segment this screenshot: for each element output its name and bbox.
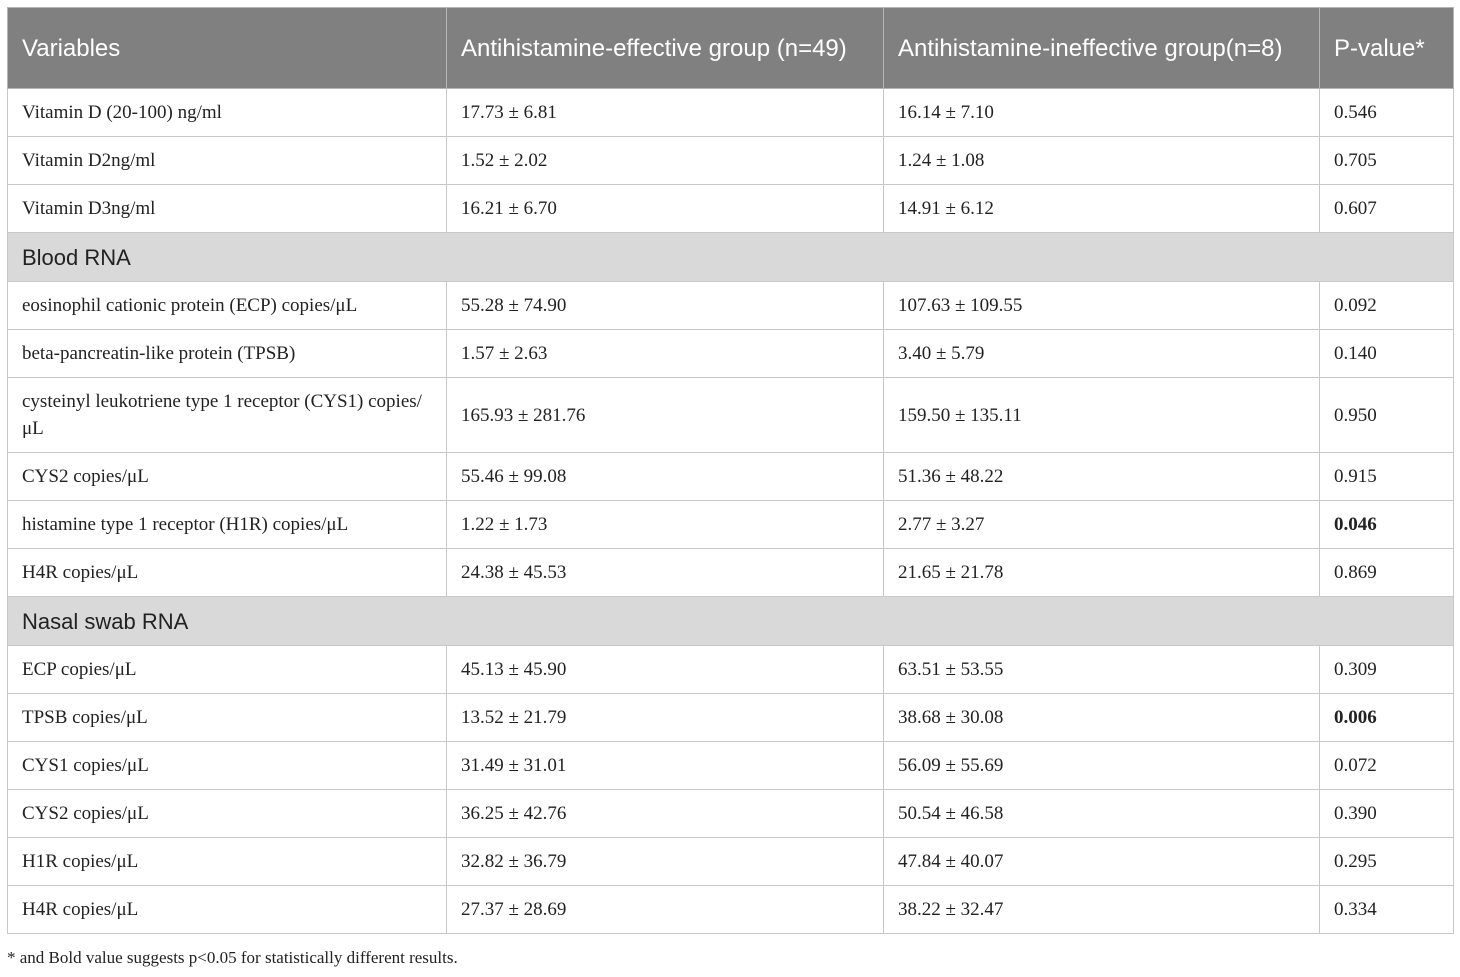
table-row — [8, 742, 1454, 790]
cell-p-value: 0.295 — [1320, 838, 1454, 886]
cell-p-value: 0.390 — [1320, 790, 1454, 838]
cell-p-value: 0.607 — [1320, 185, 1454, 233]
section-row — [8, 597, 1454, 646]
cell-variable: TPSB copies/μL — [8, 694, 447, 742]
cell-effective-group: 45.13 ± 45.90 — [447, 646, 884, 694]
table-row — [8, 453, 1454, 501]
header-effective-group: Antihistamine-effective group (n=49) — [447, 8, 884, 89]
cell-variable: H4R copies/μL — [8, 886, 447, 934]
cell-variable: histamine type 1 receptor (H1R) copies/μL — [8, 501, 447, 549]
cell-variable: H4R copies/μL — [8, 549, 447, 597]
cell-effective-group: 1.22 ± 1.73 — [447, 501, 884, 549]
cell-ineffective-group: 47.84 ± 40.07 — [884, 838, 1320, 886]
cell-variable: H1R copies/μL — [8, 838, 447, 886]
cell-effective-group: 16.21 ± 6.70 — [447, 185, 884, 233]
table-row — [8, 646, 1454, 694]
section-label: Nasal swab RNA — [8, 597, 1454, 646]
cell-ineffective-group: 1.24 ± 1.08 — [884, 137, 1320, 185]
table-row — [8, 549, 1454, 597]
cell-variable: CYS2 copies/μL — [8, 790, 447, 838]
cell-variable: CYS2 copies/μL — [8, 453, 447, 501]
table-row — [8, 378, 1454, 453]
cell-p-value: 0.092 — [1320, 282, 1454, 330]
table-row — [8, 137, 1454, 185]
cell-effective-group: 1.57 ± 2.63 — [447, 330, 884, 378]
cell-p-value: 0.334 — [1320, 886, 1454, 934]
header-p-value: P-value* — [1320, 8, 1454, 89]
cell-ineffective-group: 56.09 ± 55.69 — [884, 742, 1320, 790]
header-variables: Variables — [8, 8, 447, 89]
cell-ineffective-group: 63.51 ± 53.55 — [884, 646, 1320, 694]
table-row — [8, 89, 1454, 137]
cell-ineffective-group: 38.22 ± 32.47 — [884, 886, 1320, 934]
cell-effective-group: 55.28 ± 74.90 — [447, 282, 884, 330]
table-footnote: * and Bold value suggests p<0.05 for statistically different results. — [7, 948, 458, 967]
cell-effective-group: 32.82 ± 36.79 — [447, 838, 884, 886]
cell-ineffective-group: 50.54 ± 46.58 — [884, 790, 1320, 838]
cell-ineffective-group: 16.14 ± 7.10 — [884, 89, 1320, 137]
cell-ineffective-group: 2.77 ± 3.27 — [884, 501, 1320, 549]
cell-ineffective-group: 159.50 ± 135.11 — [884, 378, 1320, 453]
table-row — [8, 501, 1454, 549]
cell-ineffective-group: 51.36 ± 48.22 — [884, 453, 1320, 501]
cell-variable: Vitamin D2ng/ml — [8, 137, 447, 185]
cell-effective-group: 27.37 ± 28.69 — [447, 886, 884, 934]
cell-ineffective-group: 14.91 ± 6.12 — [884, 185, 1320, 233]
cell-variable: Vitamin D3ng/ml — [8, 185, 447, 233]
table-row — [8, 185, 1454, 233]
cell-p-value: 0.046 — [1320, 501, 1454, 549]
cell-effective-group: 165.93 ± 281.76 — [447, 378, 884, 453]
cell-ineffective-group: 107.63 ± 109.55 — [884, 282, 1320, 330]
table-row — [8, 694, 1454, 742]
cell-effective-group: 13.52 ± 21.79 — [447, 694, 884, 742]
cell-p-value: 0.869 — [1320, 549, 1454, 597]
section-label: Blood RNA — [8, 233, 1454, 282]
data-table-container — [7, 7, 1453, 934]
table-row — [8, 282, 1454, 330]
cell-variable: cysteinyl leukotriene type 1 receptor (CYS1) copies/μL — [8, 378, 447, 453]
cell-effective-group: 36.25 ± 42.76 — [447, 790, 884, 838]
cell-p-value: 0.546 — [1320, 89, 1454, 137]
cell-p-value: 0.072 — [1320, 742, 1454, 790]
cell-p-value: 0.915 — [1320, 453, 1454, 501]
table-row — [8, 886, 1454, 934]
cell-variable: CYS1 copies/μL — [8, 742, 447, 790]
table-body — [8, 89, 1454, 934]
cell-ineffective-group: 21.65 ± 21.78 — [884, 549, 1320, 597]
cell-ineffective-group: 38.68 ± 30.08 — [884, 694, 1320, 742]
results-table — [7, 7, 1454, 934]
cell-ineffective-group: 3.40 ± 5.79 — [884, 330, 1320, 378]
cell-p-value: 0.705 — [1320, 137, 1454, 185]
cell-effective-group: 1.52 ± 2.02 — [447, 137, 884, 185]
cell-effective-group: 31.49 ± 31.01 — [447, 742, 884, 790]
cell-p-value: 0.309 — [1320, 646, 1454, 694]
cell-effective-group: 55.46 ± 99.08 — [447, 453, 884, 501]
cell-effective-group: 24.38 ± 45.53 — [447, 549, 884, 597]
cell-variable: eosinophil cationic protein (ECP) copies/μL — [8, 282, 447, 330]
table-header-row — [8, 8, 1454, 89]
table-row — [8, 838, 1454, 886]
section-row — [8, 233, 1454, 282]
header-ineffective-group: Antihistamine-ineffective group(n=8) — [884, 8, 1320, 89]
cell-p-value: 0.140 — [1320, 330, 1454, 378]
cell-variable: ECP copies/μL — [8, 646, 447, 694]
cell-variable: beta-pancreatin-like protein (TPSB) — [8, 330, 447, 378]
cell-effective-group: 17.73 ± 6.81 — [447, 89, 884, 137]
cell-variable: Vitamin D (20-100) ng/ml — [8, 89, 447, 137]
cell-p-value: 0.950 — [1320, 378, 1454, 453]
table-row — [8, 790, 1454, 838]
cell-p-value: 0.006 — [1320, 694, 1454, 742]
table-row — [8, 330, 1454, 378]
